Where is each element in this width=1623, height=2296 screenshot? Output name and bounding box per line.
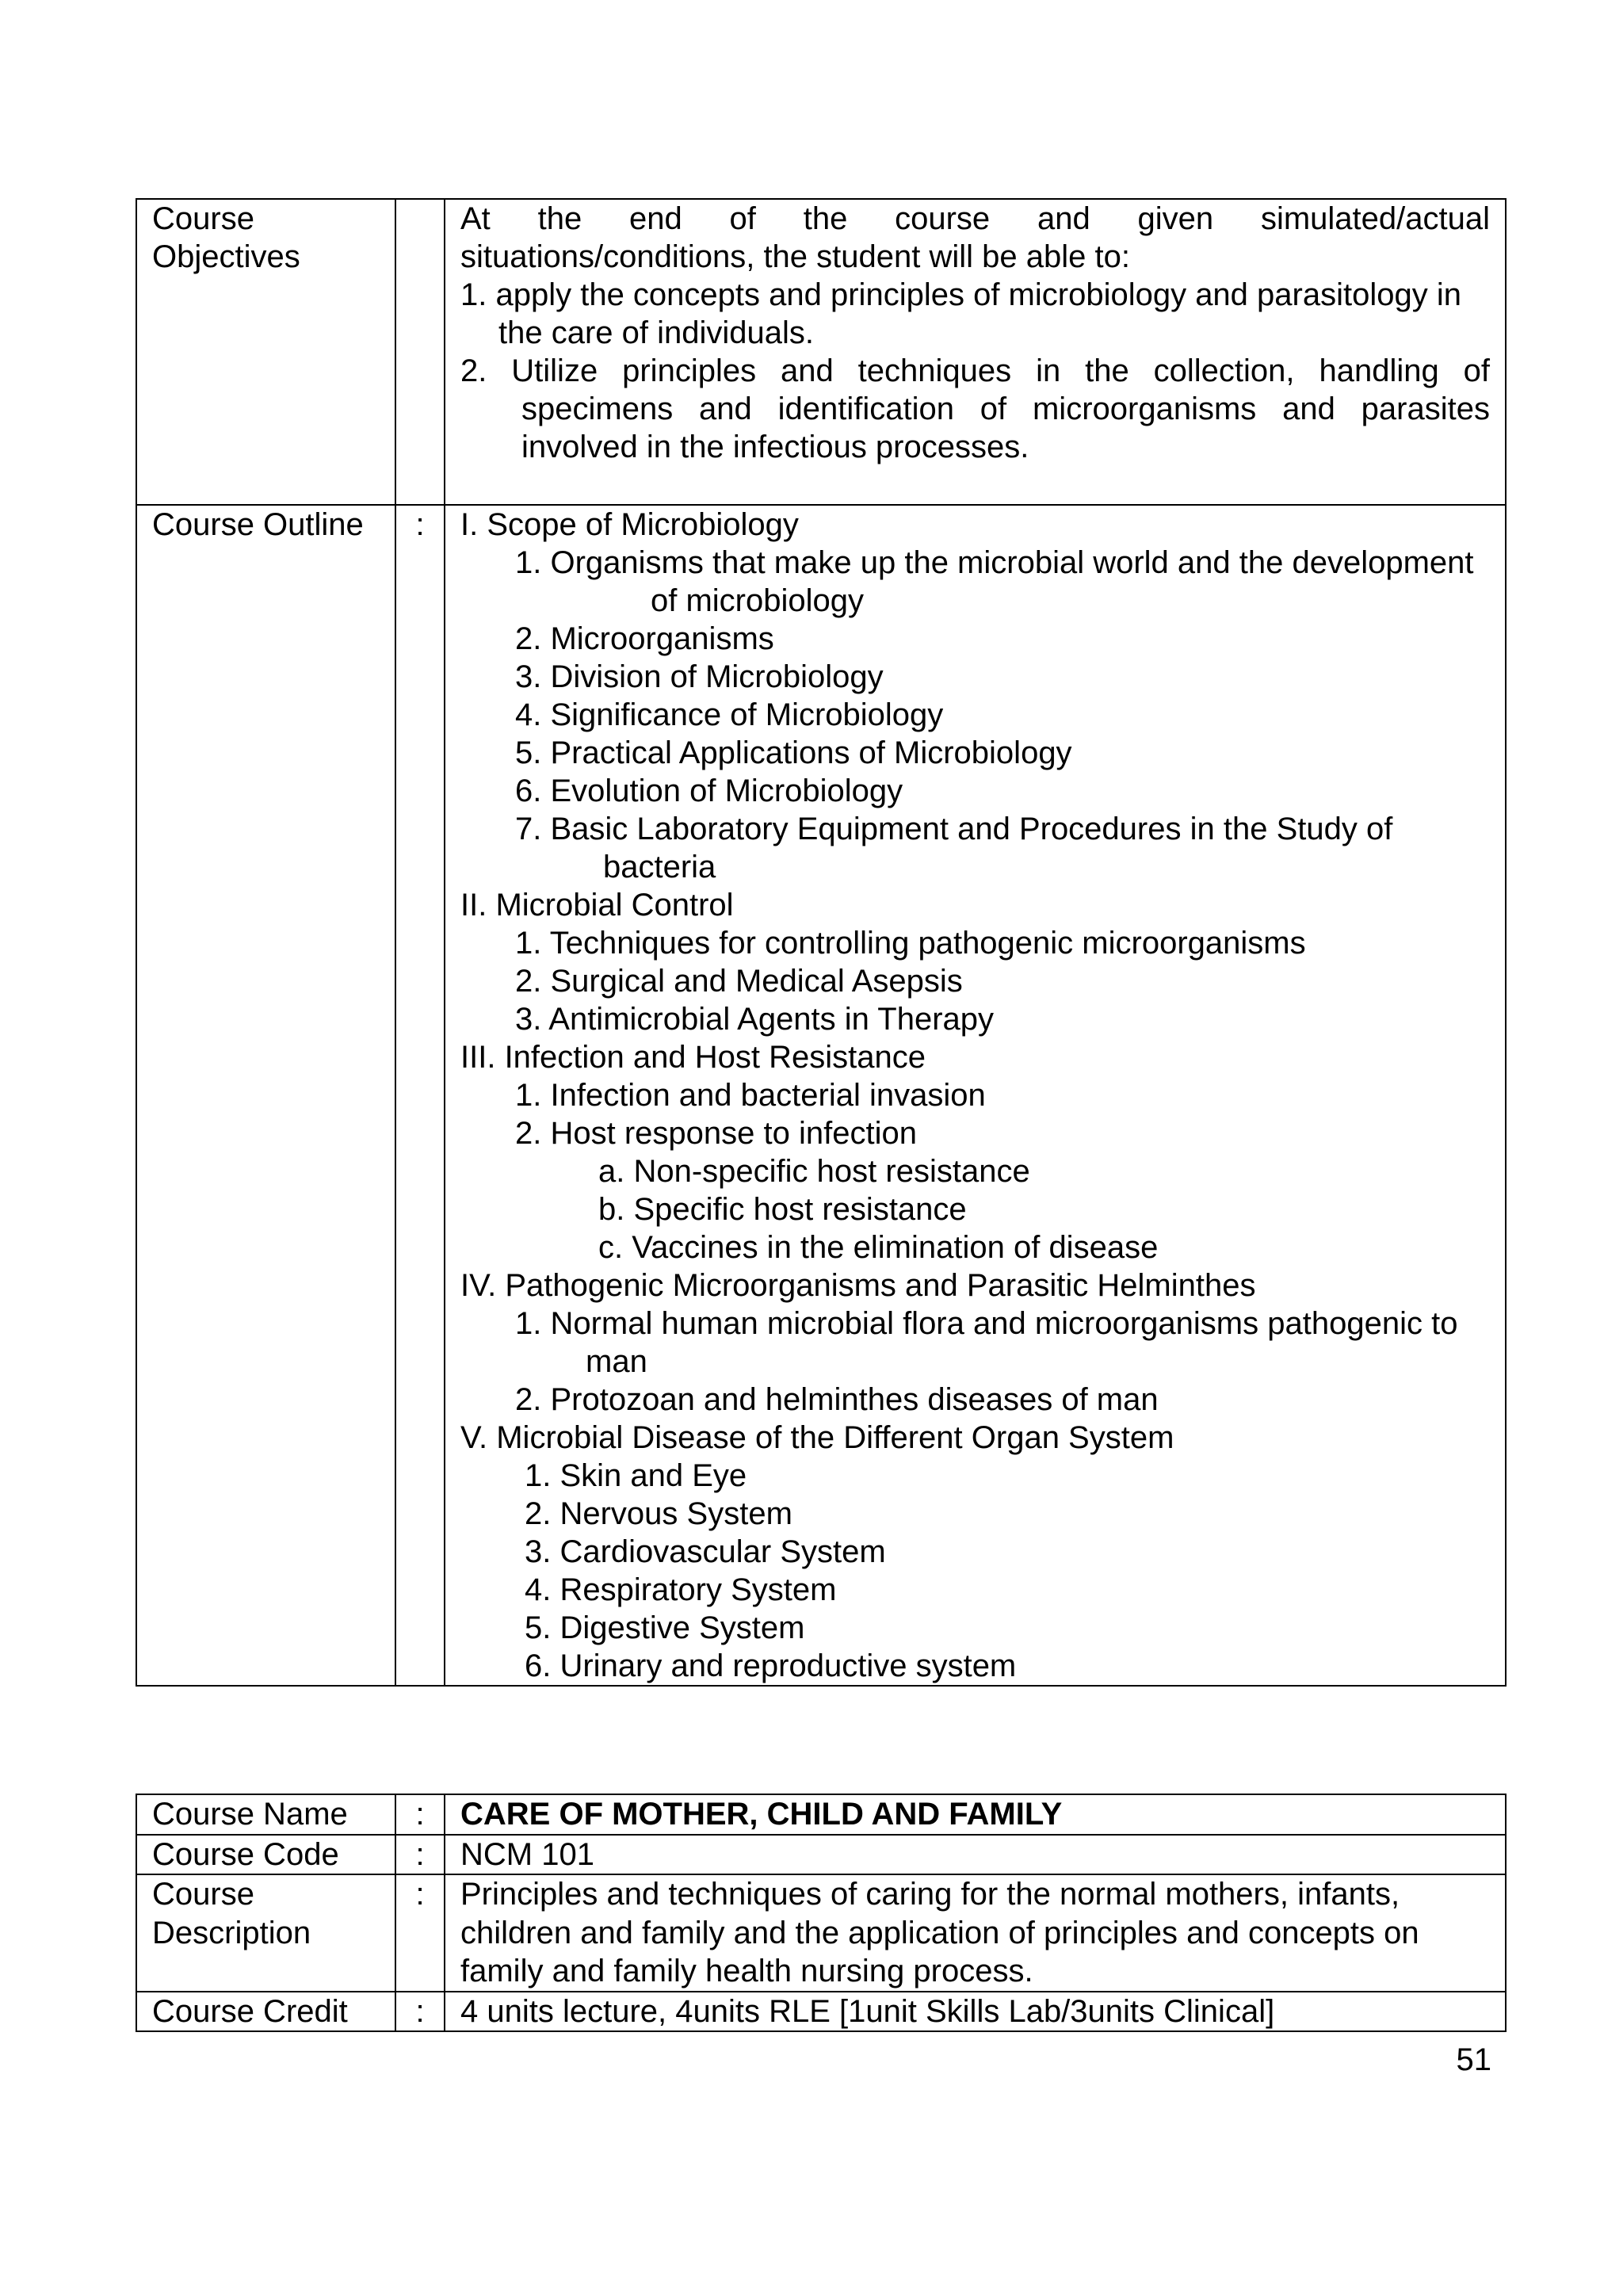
- course-code-label: Course Code: [136, 1835, 395, 1875]
- course-code-separator: :: [395, 1835, 445, 1875]
- outline-section-title: III. Infection and Host Resistance: [460, 1040, 926, 1075]
- outline-item: 4. Respiratory System: [525, 1572, 837, 1607]
- course-description-label-line1: Course: [152, 1877, 254, 1912]
- outline-subitem: a. Non-specific host resistance: [598, 1154, 1030, 1189]
- objectives-row: [136, 199, 1506, 505]
- objectives-intro-line1: At the end of the course and given simulated/actual: [460, 201, 1490, 236]
- outline-item: 5. Digestive System: [525, 1610, 805, 1645]
- course-name-label: Course Name: [136, 1794, 395, 1835]
- course-name-row: [136, 1794, 1506, 1835]
- course-code-value: NCM 101: [445, 1835, 1506, 1875]
- outline-section-title: V. Microbial Disease of the Different Organ System: [460, 1420, 1174, 1455]
- course-name-value: CARE OF MOTHER, CHILD AND FAMILY: [445, 1794, 1506, 1835]
- outline-item: 3. Division of Microbiology: [515, 659, 884, 694]
- outline-separator: :: [415, 507, 425, 542]
- course-description-label-cell: [136, 1874, 395, 1992]
- course-description-value: Principles and techniques of caring for the normal mothers, infants, children and family and the application of principles and concepts on family and family health nursing process.: [445, 1874, 1506, 1992]
- objectives-label-cell: [136, 199, 395, 505]
- outline-item: 2. Nervous System: [525, 1496, 792, 1531]
- objectives-label-line2: Objectives: [152, 239, 300, 274]
- outline-label-cell: [136, 505, 395, 1686]
- outline-section-title: IV. Pathogenic Microorganisms and Parasitic Helminthes: [460, 1268, 1256, 1303]
- course-credit-value: 4 units lecture, 4units RLE [1unit Skills Lab/3units Clinical]: [445, 1992, 1506, 2032]
- course-description-label-line2: Description: [152, 1915, 311, 1950]
- course-credit-row: [136, 1992, 1506, 2032]
- outline-item: 3. Antimicrobial Agents in Therapy: [515, 1002, 995, 1037]
- outline-item: 1. Techniques for controlling pathogenic microorganisms: [515, 926, 1306, 961]
- course-objectives-outline-table: [136, 198, 1507, 1687]
- outline-section-title: I. Scope of Microbiology: [460, 507, 799, 542]
- outline-item: 1. Skin and Eye: [525, 1458, 747, 1493]
- objectives-content-cell: [445, 199, 1506, 505]
- outline-item: 2. Host response to infection: [515, 1116, 917, 1151]
- outline-item: 6. Urinary and reproductive system: [525, 1648, 1017, 1683]
- course-description-row: [136, 1874, 1506, 1992]
- outline-item: 3. Cardiovascular System: [525, 1534, 886, 1569]
- outline-item: 1. Infection and bacterial invasion: [515, 1078, 986, 1113]
- objectives-intro-line2: situations/conditions, the student will be able to:: [460, 239, 1130, 274]
- outline-item: 2. Microorganisms: [515, 621, 774, 656]
- objectives-separator-cell: [395, 199, 445, 505]
- outline-subitem: c. Vaccines in the elimination of disease: [598, 1230, 1159, 1265]
- outline-item: 4. Significance of Microbiology: [515, 697, 944, 732]
- outline-item: 2. Surgical and Medical Asepsis: [515, 964, 963, 999]
- outline-content-cell: [445, 505, 1506, 1686]
- outline-item: 5. Practical Applications of Microbiology: [515, 735, 1072, 770]
- outline-separator-cell: [395, 505, 445, 1686]
- outline-item: 1. Organisms that make up the microbial world and the development of microbiology: [515, 545, 1474, 618]
- outline-item: 1. Normal human microbial flora and microorganisms pathogenic to man: [515, 1306, 1458, 1379]
- course-info-table: [136, 1794, 1507, 2032]
- course-code-row: [136, 1835, 1506, 1875]
- course-credit-label: Course Credit: [136, 1992, 395, 2032]
- objective-item-2: 2. Utilize principles and techniques in the collection, handling of specimens and identification of microorganisms and parasites involved in the infectious processes.: [460, 353, 1490, 464]
- outline-row: [136, 505, 1506, 1686]
- outline-label: Course Outline: [152, 507, 364, 542]
- outline-item: 2. Protozoan and helminthes diseases of man: [515, 1382, 1159, 1417]
- page-number: 51: [1456, 2042, 1491, 2077]
- course-name-separator: :: [395, 1794, 445, 1835]
- objective-item-1: 1. apply the concepts and principles of microbiology and parasitology in the care of individuals.: [460, 277, 1461, 350]
- course-description-separator: :: [395, 1874, 445, 1992]
- outline-section-title: II. Microbial Control: [460, 888, 734, 923]
- objectives-label-line1: Course: [152, 201, 254, 236]
- outline-item: 6. Evolution of Microbiology: [515, 774, 903, 808]
- outline-subitem: b. Specific host resistance: [598, 1192, 967, 1227]
- course-credit-separator: :: [395, 1992, 445, 2032]
- outline-item: 7. Basic Laboratory Equipment and Procedures in the Study of bacteria: [515, 812, 1393, 884]
